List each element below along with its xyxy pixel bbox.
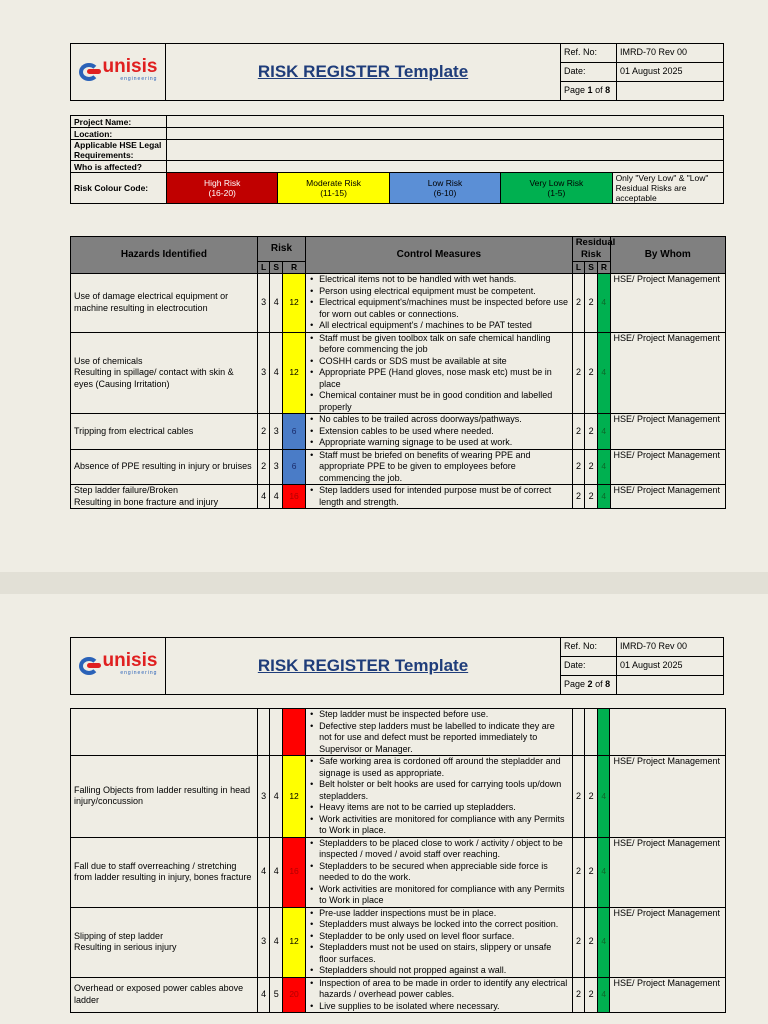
risk-rating-cell: 6 (283, 414, 306, 450)
residual-severity-cell: 2 (585, 274, 598, 333)
control-measures-list (309, 908, 569, 977)
residual-likelihood-cell: 2 (572, 414, 585, 450)
control-measure-item: • Electrical items not to be handled with wet hands. (319, 274, 569, 286)
control-measure-item: • Work activities are monitored for compliance with any Permits to Work in place (319, 884, 569, 907)
residual-likelihood-cell (572, 709, 585, 756)
residual-likelihood-cell: 2 (572, 977, 585, 1013)
residual-rating-header: R (597, 262, 610, 274)
hazard-text: Use of chemicals (74, 355, 143, 366)
risk-rating-cell: 16 (283, 485, 306, 509)
by-whom-cell: HSE/ Project Management (610, 756, 726, 838)
logo-text: unisis (102, 649, 158, 671)
logo-subtext: engineering (120, 75, 158, 82)
controls-header: Control Measures (306, 237, 573, 274)
hazard-text: Slipping of step ladder (74, 930, 164, 941)
date-value: 01 August 2025 (617, 63, 724, 82)
logo-cell (71, 44, 166, 101)
control-measures-list (309, 274, 569, 332)
table-row (71, 837, 726, 907)
company-logo (79, 55, 158, 86)
table-row (71, 977, 726, 1013)
control-measure-item: • Work activities are monitored for compliance with any Permits to Work in place. (319, 814, 569, 837)
control-measure-item: • Stepladder to be only used on level floor surface. (319, 931, 569, 943)
severity-cell: 5 (270, 977, 283, 1013)
control-measures-cell (306, 756, 573, 838)
by-whom-cell: HSE/ Project Management (610, 485, 726, 509)
logo-swoosh-icon (79, 61, 103, 83)
residual-severity-cell (585, 709, 598, 756)
logo-cell (71, 638, 166, 695)
residual-risk-header: Residual Risk (572, 237, 610, 262)
control-measure-item: • Stepladders to be placed close to work / activity / object to be inspected / moved / avoid staff over reaching. (319, 838, 569, 861)
control-measure-item: • Live supplies to be isolated where necessary. (319, 1001, 569, 1013)
hazard-cell (71, 332, 258, 414)
control-measure-item: • Stepladders must always be locked into the correct position. (319, 919, 569, 931)
control-measure-item: • Safe working area is cordoned off around the stepladder and signage is used as appropriate. (319, 756, 569, 779)
control-measure-item: • Electrical equipment's/machines must be inspected before use for worn out cables or connections. (319, 297, 569, 320)
residual-rating-cell: 4 (597, 414, 610, 450)
header-table (70, 43, 724, 101)
severity-cell: 4 (270, 837, 283, 907)
risk-header: Risk (257, 237, 305, 262)
low-risk-code: Low Risk (6-10) (389, 173, 500, 204)
project-name-label: Project Name: (71, 116, 167, 128)
by-whom-cell: HSE/ Project Management (610, 837, 726, 907)
colour-code-label: Risk Colour Code: (71, 173, 167, 204)
control-measure-item: • Staff must be briefed on benefits of wearing PPE and appropriate PPE to be given to employees before commencing the job. (319, 450, 569, 485)
residual-likelihood-cell: 2 (572, 837, 585, 907)
residual-likelihood-cell: 2 (572, 485, 585, 509)
control-measures-cell (306, 907, 573, 977)
control-measure-item: • Person using electrical equipment must be competent. (319, 286, 569, 298)
risk-rating-cell: 12 (283, 274, 306, 333)
affected-value[interactable] (167, 161, 724, 173)
date-label: Date: (561, 63, 617, 82)
hazard-text: Overhead or exposed power cables above ladder (74, 983, 244, 1005)
risk-rating-cell: 6 (283, 449, 306, 485)
control-measures-cell (306, 485, 573, 509)
ref-label: Ref. No: (561, 638, 617, 657)
likelihood-cell: 3 (257, 274, 270, 333)
severity-cell: 4 (270, 485, 283, 509)
likelihood-cell: 4 (257, 977, 270, 1013)
control-measure-item: • Appropriate warning signage to be used at work. (319, 437, 569, 449)
hazard-cell (71, 414, 258, 450)
likelihood-header: L (257, 262, 270, 274)
control-measure-item: • Stepladders must not be used on stairs, slippery or unsafe floor surfaces. (319, 942, 569, 965)
likelihood-cell: 3 (257, 332, 270, 414)
residual-rating-cell: 4 (597, 332, 610, 414)
hazard-cell (71, 274, 258, 333)
risk-rating-cell: 20 (283, 977, 306, 1013)
residual-rating-cell: 4 (597, 449, 610, 485)
risk-rating-cell: 12 (283, 332, 306, 414)
residual-severity-cell: 2 (585, 837, 598, 907)
control-measure-item: • Heavy items are not to be carried up stepladders. (319, 802, 569, 814)
severity-cell: 4 (270, 274, 283, 333)
document-page-2 (0, 594, 768, 1024)
hazard-cell (71, 977, 258, 1013)
hazard-text: Use of damage electrical equipment or machine resulting in electrocution (74, 291, 229, 313)
severity-cell: 4 (270, 907, 283, 977)
rating-header: R (283, 262, 306, 274)
control-measures-list (309, 485, 569, 508)
table-row (71, 907, 726, 977)
by-whom-cell: HSE/ Project Management (610, 907, 726, 977)
hazard-text: Absence of PPE resulting in injury or bruises (74, 461, 252, 471)
hazard-text: Fall due to staff overreaching / stretching from ladder resulting in injury, bones fracture (74, 860, 252, 882)
ref-label: Ref. No: (561, 44, 617, 63)
table-row (71, 485, 726, 509)
logo-swoosh-icon (79, 655, 103, 677)
by-whom-cell: HSE/ Project Management (610, 414, 726, 450)
by-whom-cell: HSE/ Project Management (610, 449, 726, 485)
severity-header: S (270, 262, 283, 274)
logo-subtext: engineering (120, 669, 158, 676)
residual-likelihood-cell: 2 (572, 449, 585, 485)
severity-cell: 4 (270, 332, 283, 414)
hazard-text: Resulting in spillage/ contact with skin & eyes (Causing Irritation) (74, 367, 234, 389)
likelihood-cell: 3 (257, 756, 270, 838)
risk-rating-cell: 12 (283, 907, 306, 977)
control-measure-item: • No cables to be trailed across doorways/pathways. (319, 414, 569, 426)
hazard-cell (71, 756, 258, 838)
control-measure-item: • Stepladders to be secured when appreciable side force is needed to do the work. (319, 861, 569, 884)
residual-likelihood-cell: 2 (572, 756, 585, 838)
residual-severity-cell: 2 (585, 756, 598, 838)
risk-table-page-2 (70, 708, 726, 1013)
residual-severity-header: S (585, 262, 598, 274)
page-indicator: Page 2 of 8 (561, 676, 617, 695)
likelihood-cell (257, 709, 270, 756)
control-measure-item: • Stepladders should not propped against a wall. (319, 965, 569, 977)
residual-rating-cell: 4 (597, 485, 610, 509)
residual-severity-cell: 2 (585, 449, 598, 485)
page-title: RISK REGISTER Template (166, 44, 561, 101)
control-measures-cell (306, 709, 573, 756)
residual-likelihood-cell: 2 (572, 907, 585, 977)
control-measure-item: • Belt holster or belt hooks are used for carrying tools up/down stepladders. (319, 779, 569, 802)
residual-rating-cell: 4 (597, 837, 610, 907)
hazards-header: Hazards Identified (71, 237, 258, 274)
control-measures-cell (306, 274, 573, 333)
residual-severity-cell: 2 (585, 485, 598, 509)
very-low-risk-code: Very Low Risk (1-5) (501, 173, 612, 204)
risk-rating-cell: 12 (283, 756, 306, 838)
ref-value: IMRD-70 Rev 00 (617, 638, 724, 657)
acceptable-note: Only "Very Low" & "Low" Residual Risks are acceptable (612, 173, 723, 204)
ref-value: IMRD-70 Rev 00 (617, 44, 724, 63)
location-value[interactable] (167, 128, 724, 140)
table-row (71, 756, 726, 838)
residual-severity-cell: 2 (585, 332, 598, 414)
residual-severity-cell: 2 (585, 907, 598, 977)
hazard-cell (71, 837, 258, 907)
control-measure-item: • Step ladder must be inspected before use. (319, 709, 569, 721)
header-table-page-2 (70, 637, 724, 695)
control-measure-item: • COSHH cards or SDS must be available at site (319, 356, 569, 368)
control-measure-item: • Staff must be given toolbox talk on safe chemical handling before commencing the job (319, 333, 569, 356)
control-measure-item: • Extension cables to be used where needed. (319, 426, 569, 438)
residual-likelihood-cell: 2 (572, 274, 585, 333)
hazard-cell (71, 449, 258, 485)
page-indicator: Page 1 of 8 (561, 82, 617, 101)
risk-rating-cell: 16 (283, 837, 306, 907)
risk-rows-page-1 (71, 274, 726, 509)
control-measures-cell (306, 977, 573, 1013)
project-info-table (70, 115, 724, 204)
likelihood-cell: 4 (257, 837, 270, 907)
risk-rating-cell (283, 709, 306, 756)
logo-text: unisis (102, 55, 158, 77)
table-row (71, 332, 726, 414)
severity-cell: 3 (270, 414, 283, 450)
moderate-risk-code: Moderate Risk (11-15) (278, 173, 389, 204)
control-measures-list (309, 709, 569, 755)
control-measures-list (309, 414, 569, 449)
by-whom-cell (610, 709, 726, 756)
likelihood-cell: 2 (257, 449, 270, 485)
hazard-text: Falling Objects from ladder resulting in head injury/concussion (74, 784, 251, 807)
page-title: RISK REGISTER Template (166, 638, 561, 695)
control-measure-item: • Inspection of area to be made in order to identify any electrical hazards / overhead power cables. (319, 978, 569, 1001)
residual-severity-cell: 2 (585, 414, 598, 450)
control-measure-item: • Appropriate PPE (Hand gloves, nose mask etc) must be in place (319, 367, 569, 390)
hazard-text: Step ladder failure/Broken (74, 485, 179, 495)
likelihood-cell: 2 (257, 414, 270, 450)
affected-label: Who is affected? (71, 161, 167, 173)
control-measures-list (309, 838, 569, 907)
residual-rating-cell: 4 (597, 907, 610, 977)
page-separator (0, 572, 768, 594)
table-row (71, 274, 726, 333)
hazard-text: Resulting in serious injury (74, 942, 177, 952)
table-row (71, 414, 726, 450)
table-row (71, 449, 726, 485)
residual-rating-cell (597, 709, 610, 756)
residual-rating-cell: 4 (597, 274, 610, 333)
legal-value[interactable] (167, 140, 724, 161)
high-risk-code: High Risk (16-20) (167, 173, 278, 204)
severity-cell: 4 (270, 756, 283, 838)
residual-rating-cell: 4 (597, 756, 610, 838)
hazard-cell (71, 485, 258, 509)
residual-likelihood-cell: 2 (572, 332, 585, 414)
risk-table-page-1 (70, 236, 726, 509)
hazard-cell (71, 907, 258, 977)
control-measures-list (309, 978, 569, 1013)
control-measures-cell (306, 837, 573, 907)
date-label: Date: (561, 657, 617, 676)
severity-cell (270, 709, 283, 756)
control-measures-cell (306, 449, 573, 485)
hazard-cell (71, 709, 258, 756)
control-measure-item: • Pre-use ladder inspections must be in place. (319, 908, 569, 920)
residual-rating-cell: 4 (597, 977, 610, 1013)
hazard-text: Tripping from electrical cables (74, 425, 194, 436)
control-measures-list (309, 450, 569, 485)
residual-severity-cell: 2 (585, 977, 598, 1013)
likelihood-cell: 4 (257, 485, 270, 509)
project-name-value[interactable] (167, 116, 724, 128)
by-whom-cell: HSE/ Project Management (610, 977, 726, 1013)
severity-cell: 3 (270, 449, 283, 485)
by-whom-header: By Whom (610, 237, 726, 274)
likelihood-cell: 3 (257, 907, 270, 977)
risk-rows-page-2 (71, 709, 726, 1013)
control-measures-cell (306, 332, 573, 414)
legal-label: Applicable HSE Legal Requirements: (71, 140, 167, 161)
control-measure-item: • Chemical container must be in good condition and labelled properly (319, 390, 569, 413)
by-whom-cell: HSE/ Project Management (610, 274, 726, 333)
hazard-text: Resulting in bone fracture and injury (74, 496, 219, 507)
table-row (71, 709, 726, 756)
control-measures-cell (306, 414, 573, 450)
company-logo (79, 649, 158, 680)
date-value: 01 August 2025 (617, 657, 724, 676)
control-measure-item: • All electrical equipment's / machines to be PAT tested (319, 320, 569, 332)
control-measure-item: • Step ladders used for intended purpose must be of correct length and strength. (319, 485, 569, 508)
control-measures-list (309, 333, 569, 414)
residual-likelihood-header: L (572, 262, 585, 274)
control-measures-list (309, 756, 569, 837)
control-measure-item: • Defective step ladders must be labelled to indicate they are not for use and defect must be reported immediately to Supervisor or Manager. (319, 721, 569, 756)
location-label: Location: (71, 128, 167, 140)
by-whom-cell: HSE/ Project Management (610, 332, 726, 414)
